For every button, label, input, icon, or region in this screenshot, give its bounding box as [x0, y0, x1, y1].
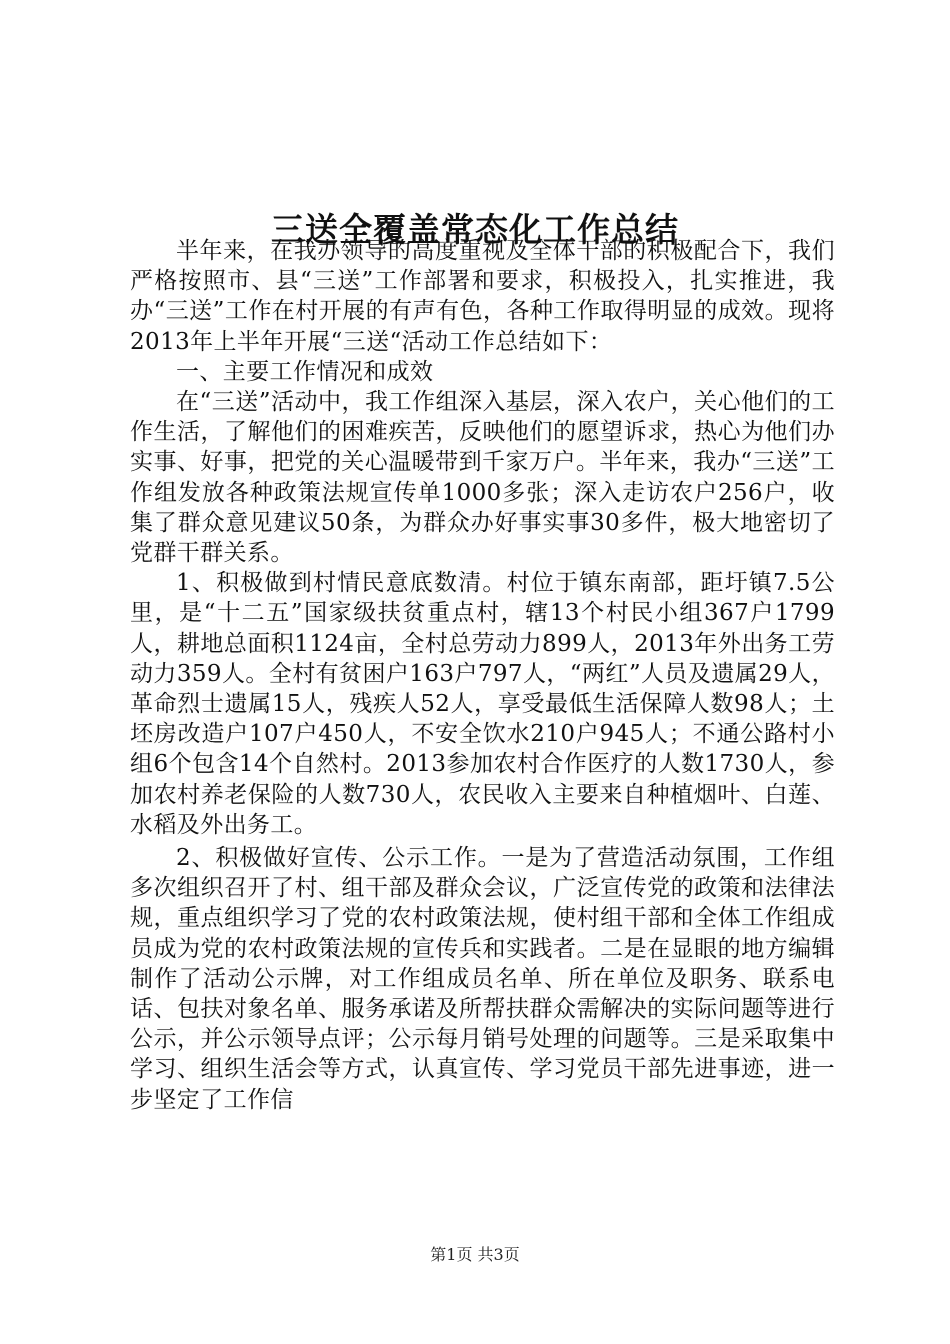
body-paragraph: 在“三送”活动中，我工作组深入基层，深入农户，关心他们的工作生活，了解他们的困难疾苦，反映他们的愿望诉求，热心为他们办实事、好事，把党的关心温暖带到千家万户。半年来，我办“三送”工作组发放各种政策法规宣传单1000多张；深入走访农户256户，收集了群众意见建议50条，为群众办好事实事30多件，极大地密切了党群干群关系。 — [130, 389, 835, 567]
intro-paragraph: 半年来，在我办领导的高度重视及全体干部的积极配合下，我们严格按照市、县“三送”工作部署和要求，积极投入，扎实推进，我办“三送”工作在村开展的有声有色，各种工作取得明显的成效。现将2013年上半年开展“三送“活动工作总结如下： — [130, 238, 835, 355]
document-body — [130, 236, 835, 1115]
page-footer: 第1页 共3页 — [430, 1245, 520, 1264]
document-title: 三送全覆盖常态化工作总结 — [271, 210, 679, 250]
section-heading: 一、主要工作情况和成效 — [176, 358, 434, 385]
body-paragraph: 2、积极做好宣传、公示工作。一是为了营造活动氛围，工作组多次组织召开了村、组干部及群众会议，广泛宣传党的政策和法律法规，重点组织学习了党的农村政策法规，使村组干部和全体工作组成员成为党的农村政策法规的宣传兵和实践者。二是在显眼的地方编辑制作了活动公示牌，对工作组成员名单、所在单位及职务、联系电话、包扶对象名单、服务承诺及所帮扶群众需解决的实际问题等进行公示，并公示领导点评；公示每月销号处理的问题等。三是采取集中学习、组织生活会等方式，认真宣传、学习党员干部先进事迹，进一步坚定了工作信 — [130, 845, 835, 1113]
body-paragraph: 1、积极做到村情民意底数清。村位于镇东南部，距圩镇7.5公里，是“十二五”国家级扶贫重点村，辖13个村民小组367户1799人，耕地总面积1124亩，全村总劳动力899人，2013年外出务工劳动力359人。全村有贫困户163户797人，“两红”人员及遗属29人，革命烈士遗属15人，残疾人52人，享受最低生活保障人数98人；土坯房改造户107户450人，不安全饮水210户945人；不通公路村小组6个包含14个自然村。2013参加农村合作医疗的人数1730人，参加农村养老保险的人数730人，农民收入主要来自种植烟叶、白莲、水稻及外出务工。 — [130, 570, 835, 838]
